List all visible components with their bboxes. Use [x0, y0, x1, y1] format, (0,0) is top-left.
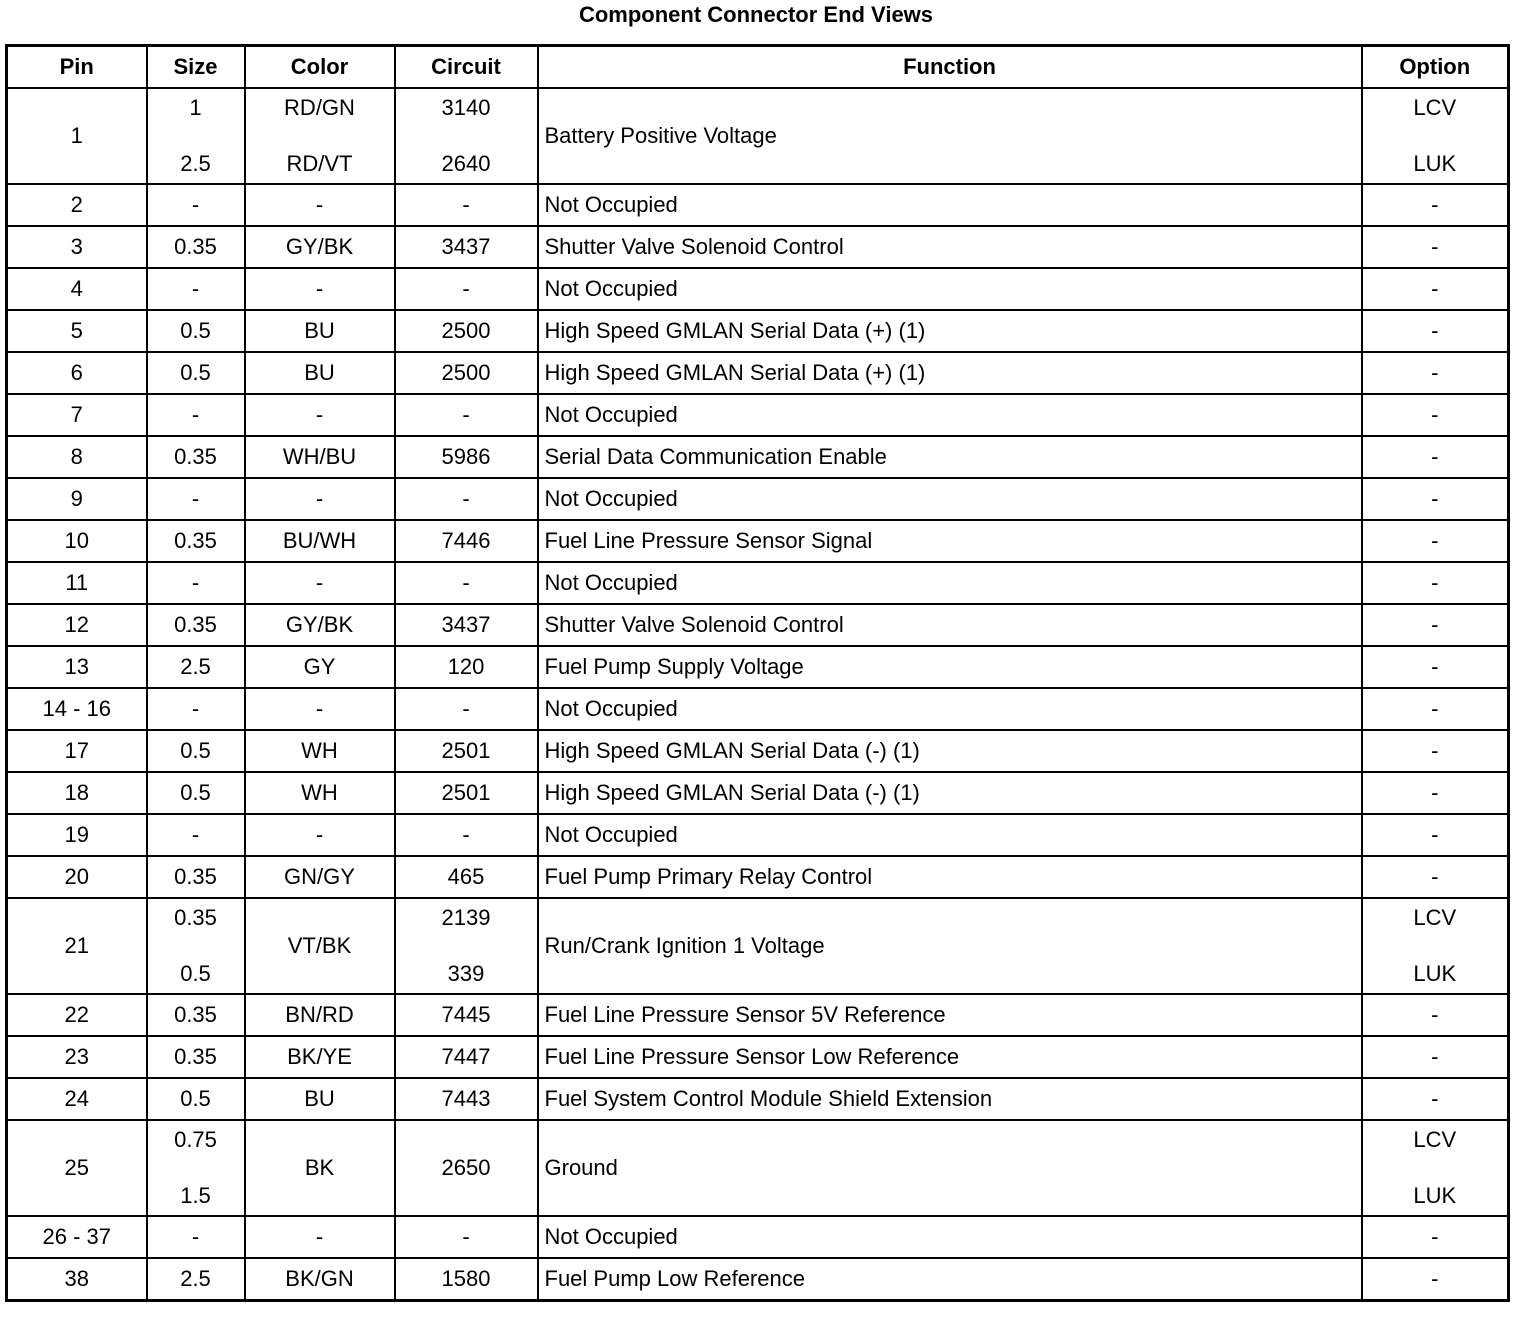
cell-option: - [1362, 772, 1509, 814]
cell-circuit: 465 [395, 856, 538, 898]
cell-option-value: LUK [1413, 961, 1457, 986]
cell-pin: 23 [7, 1036, 147, 1078]
cell-color: WH/BU [245, 436, 395, 478]
cell-pin: 19 [7, 814, 147, 856]
table-row [7, 352, 1509, 394]
table-row [7, 1036, 1509, 1078]
cell-color: WH [245, 730, 395, 772]
cell-circuit: 120 [395, 646, 538, 688]
cell-color-value: RD/GN [284, 95, 355, 120]
cell-color: BK/YE [245, 1036, 395, 1078]
cell-pin: 26 - 37 [7, 1216, 147, 1258]
cell-size: 0.35 [147, 604, 245, 646]
cell-option: - [1362, 994, 1509, 1036]
cell-circuit: 7447 [395, 1036, 538, 1078]
cell-circuit [395, 88, 538, 184]
cell-circuit: - [395, 184, 538, 226]
cell-size: - [147, 394, 245, 436]
table-row [7, 184, 1509, 226]
header-size: Size [147, 46, 245, 89]
cell-option: - [1362, 730, 1509, 772]
cell-option-stack [1363, 1125, 1508, 1211]
cell-option [1362, 1120, 1509, 1216]
cell-option: - [1362, 856, 1509, 898]
cell-size: 0.35 [147, 520, 245, 562]
cell-circuit: - [395, 394, 538, 436]
cell-circuit: 2500 [395, 310, 538, 352]
cell-function: Shutter Valve Solenoid Control [538, 604, 1362, 646]
cell-size: 0.35 [147, 994, 245, 1036]
table-row [7, 268, 1509, 310]
cell-color: - [245, 268, 395, 310]
cell-option-stack [1363, 903, 1508, 989]
cell-function: Not Occupied [538, 814, 1362, 856]
cell-pin: 2 [7, 184, 147, 226]
cell-function: Run/Crank Ignition 1 Voltage [538, 898, 1362, 994]
cell-option: - [1362, 478, 1509, 520]
cell-circuit: 7443 [395, 1078, 538, 1120]
cell-option: - [1362, 814, 1509, 856]
cell-circuit: 1580 [395, 1258, 538, 1301]
header-option: Option [1362, 46, 1509, 89]
cell-size: 0.5 [147, 310, 245, 352]
cell-function: Fuel Pump Primary Relay Control [538, 856, 1362, 898]
cell-color-value: RD/VT [286, 151, 353, 176]
cell-option [1362, 88, 1509, 184]
cell-option: - [1362, 604, 1509, 646]
cell-size-value: 0.75 [174, 1127, 217, 1152]
cell-function: High Speed GMLAN Serial Data (-) (1) [538, 730, 1362, 772]
cell-color: BK [245, 1120, 395, 1216]
cell-size: - [147, 478, 245, 520]
cell-function: Fuel Line Pressure Sensor Signal [538, 520, 1362, 562]
cell-color: GY [245, 646, 395, 688]
cell-pin: 11 [7, 562, 147, 604]
cell-size [147, 898, 245, 994]
cell-size: 0.5 [147, 772, 245, 814]
header-pin: Pin [7, 46, 147, 89]
table-row [7, 436, 1509, 478]
table-row [7, 730, 1509, 772]
cell-size-value: 2.5 [180, 151, 211, 176]
cell-option: - [1362, 646, 1509, 688]
cell-circuit: 5986 [395, 436, 538, 478]
cell-size: 2.5 [147, 646, 245, 688]
cell-option: - [1362, 562, 1509, 604]
cell-option: - [1362, 688, 1509, 730]
cell-color: BK/GN [245, 1258, 395, 1301]
cell-circuit: 2501 [395, 730, 538, 772]
cell-function: Battery Positive Voltage [538, 88, 1362, 184]
cell-option: - [1362, 520, 1509, 562]
cell-pin: 1 [7, 88, 147, 184]
cell-option-value: LCV [1413, 95, 1457, 120]
cell-circuit-value: 3140 [441, 95, 491, 120]
cell-color: - [245, 688, 395, 730]
table-row [7, 1216, 1509, 1258]
cell-circuit: - [395, 562, 538, 604]
cell-circuit: - [395, 688, 538, 730]
cell-color: BU/WH [245, 520, 395, 562]
cell-circuit-stack [396, 903, 537, 989]
cell-size-value: 1.5 [180, 1183, 211, 1208]
table-header-row [7, 46, 1509, 89]
cell-pin: 25 [7, 1120, 147, 1216]
table-row [7, 898, 1509, 994]
cell-size-value: 0.5 [180, 961, 211, 986]
cell-option-value: LCV [1413, 905, 1457, 930]
table-row [7, 604, 1509, 646]
page-title: Component Connector End Views [578, 2, 934, 27]
cell-color: GY/BK [245, 604, 395, 646]
cell-function: Not Occupied [538, 268, 1362, 310]
cell-option: - [1362, 1216, 1509, 1258]
cell-pin: 9 [7, 478, 147, 520]
cell-size: 0.5 [147, 730, 245, 772]
cell-pin: 17 [7, 730, 147, 772]
cell-function: Not Occupied [538, 394, 1362, 436]
cell-color: - [245, 814, 395, 856]
cell-function: Serial Data Communication Enable [538, 436, 1362, 478]
cell-size-stack [148, 93, 244, 179]
cell-circuit-value: 339 [447, 961, 485, 986]
cell-color: - [245, 184, 395, 226]
cell-size [147, 88, 245, 184]
table-row [7, 562, 1509, 604]
cell-circuit: 2650 [395, 1120, 538, 1216]
cell-option: - [1362, 1078, 1509, 1120]
cell-option: - [1362, 268, 1509, 310]
cell-option-stack [1363, 93, 1508, 179]
cell-function: Fuel Line Pressure Sensor 5V Reference [538, 994, 1362, 1036]
table-row [7, 520, 1509, 562]
cell-color: GY/BK [245, 226, 395, 268]
cell-circuit: 7445 [395, 994, 538, 1036]
cell-circuit [395, 898, 538, 994]
cell-option-value: LUK [1413, 1183, 1457, 1208]
connector-pin-table [5, 44, 1510, 1302]
cell-circuit: 2500 [395, 352, 538, 394]
cell-size-stack [148, 903, 244, 989]
cell-option: - [1362, 184, 1509, 226]
cell-option: - [1362, 352, 1509, 394]
cell-color: - [245, 478, 395, 520]
cell-option [1362, 898, 1509, 994]
cell-pin: 5 [7, 310, 147, 352]
cell-color: BU [245, 310, 395, 352]
cell-function: Fuel Pump Supply Voltage [538, 646, 1362, 688]
cell-option: - [1362, 1036, 1509, 1078]
cell-function: Shutter Valve Solenoid Control [538, 226, 1362, 268]
cell-circuit: 3437 [395, 226, 538, 268]
cell-color: BN/RD [245, 994, 395, 1036]
table-row [7, 478, 1509, 520]
cell-option-value: LUK [1413, 151, 1457, 176]
table-row [7, 88, 1509, 184]
cell-color: WH [245, 772, 395, 814]
cell-size: - [147, 184, 245, 226]
cell-color: BU [245, 1078, 395, 1120]
cell-size: 2.5 [147, 1258, 245, 1301]
cell-function: Fuel System Control Module Shield Extension [538, 1078, 1362, 1120]
cell-size-stack [148, 1125, 244, 1211]
cell-color: VT/BK [245, 898, 395, 994]
header-circuit: Circuit [395, 46, 538, 89]
header-function: Function [538, 46, 1362, 89]
cell-option: - [1362, 394, 1509, 436]
table-row [7, 856, 1509, 898]
table-row [7, 1078, 1509, 1120]
cell-option: - [1362, 1258, 1509, 1301]
cell-size: 0.5 [147, 352, 245, 394]
cell-color: - [245, 562, 395, 604]
cell-pin: 13 [7, 646, 147, 688]
cell-color: GN/GY [245, 856, 395, 898]
cell-function: Not Occupied [538, 478, 1362, 520]
header-color: Color [245, 46, 395, 89]
cell-size-value: 1 [189, 95, 202, 120]
cell-size: 0.35 [147, 436, 245, 478]
cell-function: Not Occupied [538, 562, 1362, 604]
table-row [7, 1120, 1509, 1216]
cell-circuit-stack [396, 93, 537, 179]
table-row [7, 994, 1509, 1036]
cell-function: Not Occupied [538, 1216, 1362, 1258]
table-row [7, 310, 1509, 352]
cell-pin: 4 [7, 268, 147, 310]
cell-option: - [1362, 436, 1509, 478]
cell-size-value: 0.35 [174, 905, 217, 930]
cell-size: - [147, 814, 245, 856]
cell-function: Fuel Pump Low Reference [538, 1258, 1362, 1301]
cell-size: 0.35 [147, 226, 245, 268]
cell-pin: 20 [7, 856, 147, 898]
table-row [7, 1258, 1509, 1301]
table-row [7, 646, 1509, 688]
table-body [7, 88, 1509, 1301]
cell-circuit: - [395, 268, 538, 310]
cell-circuit-value: 2139 [441, 905, 491, 930]
cell-option: - [1362, 310, 1509, 352]
cell-function: High Speed GMLAN Serial Data (+) (1) [538, 352, 1362, 394]
cell-color: - [245, 1216, 395, 1258]
table-row [7, 814, 1509, 856]
cell-size [147, 1120, 245, 1216]
cell-color: BU [245, 352, 395, 394]
cell-function: High Speed GMLAN Serial Data (+) (1) [538, 310, 1362, 352]
cell-pin: 22 [7, 994, 147, 1036]
cell-color: - [245, 394, 395, 436]
cell-pin: 24 [7, 1078, 147, 1120]
cell-size: - [147, 562, 245, 604]
cell-size: - [147, 1216, 245, 1258]
cell-circuit: 7446 [395, 520, 538, 562]
cell-size: 0.35 [147, 1036, 245, 1078]
cell-pin: 3 [7, 226, 147, 268]
cell-size: 0.5 [147, 1078, 245, 1120]
cell-pin: 38 [7, 1258, 147, 1301]
table-row [7, 394, 1509, 436]
cell-pin: 8 [7, 436, 147, 478]
cell-function: Fuel Line Pressure Sensor Low Reference [538, 1036, 1362, 1078]
cell-pin: 6 [7, 352, 147, 394]
cell-color-stack [246, 93, 394, 179]
table-row [7, 226, 1509, 268]
table-row [7, 772, 1509, 814]
cell-size: - [147, 688, 245, 730]
cell-option: - [1362, 226, 1509, 268]
cell-pin: 21 [7, 898, 147, 994]
cell-function: Ground [538, 1120, 1362, 1216]
table-row [7, 688, 1509, 730]
cell-circuit: - [395, 814, 538, 856]
cell-circuit-value: 2640 [441, 151, 491, 176]
cell-function: Not Occupied [538, 184, 1362, 226]
cell-pin: 12 [7, 604, 147, 646]
cell-size: 0.35 [147, 856, 245, 898]
cell-option-value: LCV [1413, 1127, 1457, 1152]
cell-pin: 14 - 16 [7, 688, 147, 730]
cell-pin: 10 [7, 520, 147, 562]
cell-circuit: - [395, 478, 538, 520]
cell-size: - [147, 268, 245, 310]
cell-function: Not Occupied [538, 688, 1362, 730]
cell-color [245, 88, 395, 184]
cell-circuit: 3437 [395, 604, 538, 646]
cell-circuit: - [395, 1216, 538, 1258]
cell-function: High Speed GMLAN Serial Data (-) (1) [538, 772, 1362, 814]
cell-pin: 18 [7, 772, 147, 814]
cell-circuit: 2501 [395, 772, 538, 814]
cell-pin: 7 [7, 394, 147, 436]
